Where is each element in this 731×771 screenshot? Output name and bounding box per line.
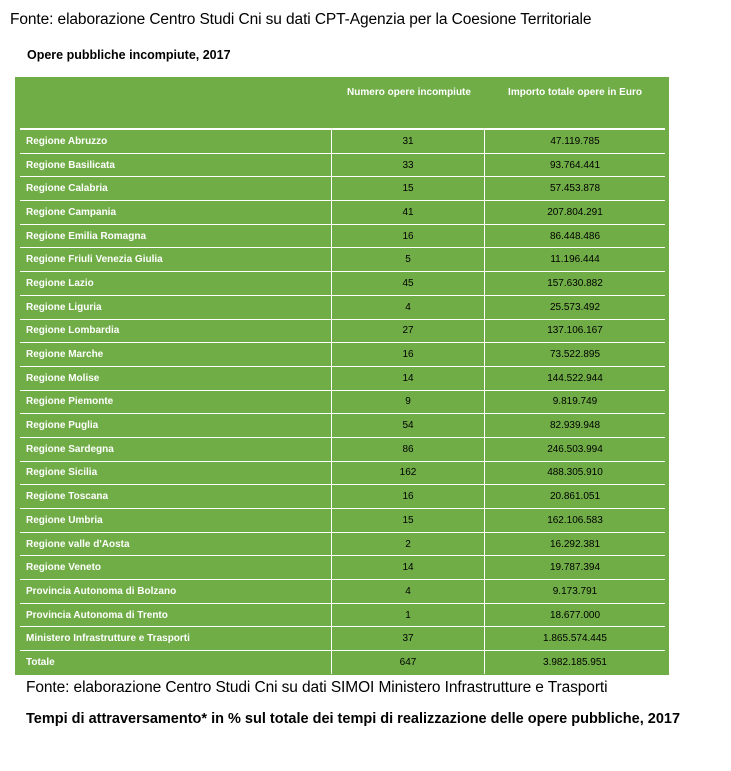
table-row (20, 414, 665, 438)
row-importo: 25.573.492 (549, 301, 601, 313)
row-label: Regione Toscana (20, 485, 332, 508)
row-numero-opere: 2 (332, 533, 485, 556)
table-row (20, 556, 665, 580)
row-importo: 1.865.574.445 (543, 633, 607, 645)
table-row (20, 154, 665, 178)
source-note-bottom: Fonte: elaborazione Centro Studi Cni su dati SIMOI Ministero Infrastrutture e Trasporti (26, 679, 608, 696)
row-label: Regione Liguria (20, 296, 332, 319)
row-importo: 57.453.878 (549, 183, 601, 195)
row-importo: 19.787.394 (549, 562, 601, 574)
row-numero-opere: 14 (332, 367, 485, 390)
row-label: Regione Emilia Romagna (20, 225, 332, 248)
row-label: Regione Sardegna (20, 438, 332, 461)
row-label: Regione valle d'Aosta (20, 533, 332, 556)
row-importo: 73.522.895 (549, 349, 601, 361)
table-row (20, 272, 665, 296)
source-note-top: Fonte: elaborazione Centro Studi Cni su dati CPT-Agenzia per la Coesione Territoriale (10, 11, 592, 28)
row-label: Regione Friuli Venezia Giulia (20, 248, 332, 271)
table-row (20, 225, 665, 249)
table-body (20, 130, 665, 674)
row-label: Totale (20, 651, 332, 674)
table-row (20, 438, 665, 462)
row-numero-opere: 86 (332, 438, 485, 461)
row-numero-opere: 15 (332, 509, 485, 532)
row-importo: 3.982.185.951 (543, 656, 607, 668)
table-row (20, 627, 665, 651)
row-numero-opere: 16 (332, 225, 485, 248)
row-importo: 207.804.291 (547, 206, 603, 218)
table-row (20, 462, 665, 486)
row-importo: 488.305.910 (547, 467, 603, 479)
row-label: Provincia Autonoma di Bolzano (20, 580, 332, 603)
row-numero-opere: 37 (332, 627, 485, 650)
row-label: Regione Sicilia (20, 462, 332, 485)
row-numero-opere: 54 (332, 414, 485, 437)
table-row (20, 580, 665, 604)
table-row (20, 367, 665, 391)
table-row (20, 485, 665, 509)
table-row (20, 201, 665, 225)
row-label: Provincia Autonoma di Trento (20, 604, 332, 627)
table-title: Opere pubbliche incompiute, 2017 (27, 48, 231, 62)
row-importo: 137.106.167 (547, 325, 603, 337)
row-label: Regione Lombardia (20, 320, 332, 343)
row-numero-opere: 45 (332, 272, 485, 295)
row-label: Regione Umbria (20, 509, 332, 532)
row-label: Regione Lazio (20, 272, 332, 295)
table-row (20, 248, 665, 272)
row-importo: 11.196.444 (550, 254, 600, 266)
row-importo: 93.764.441 (549, 159, 601, 171)
row-label: Regione Marche (20, 343, 332, 366)
row-label: Regione Calabria (20, 177, 332, 200)
row-numero-opere: 162 (332, 462, 485, 485)
table-row (20, 509, 665, 533)
row-label: Regione Piemonte (20, 391, 332, 414)
header-numero-opere: Numero opere incompiute (347, 87, 471, 98)
row-label: Regione Abruzzo (20, 130, 332, 153)
table-row (20, 651, 665, 674)
row-importo: 162.106.583 (547, 514, 603, 526)
row-label: Regione Veneto (20, 556, 332, 579)
row-label: Regione Molise (20, 367, 332, 390)
row-numero-opere: 647 (332, 651, 485, 674)
row-importo: 246.503.994 (547, 443, 603, 455)
row-numero-opere: 27 (332, 320, 485, 343)
row-label: Regione Basilicata (20, 154, 332, 177)
table-row (20, 296, 665, 320)
row-importo: 82.939.948 (549, 420, 601, 432)
table-row (20, 130, 665, 154)
row-numero-opere: 16 (332, 343, 485, 366)
row-importo: 16.292.381 (549, 538, 601, 550)
header-importo-totale: Importo totale opere in Euro (508, 87, 642, 98)
row-label: Regione Puglia (20, 414, 332, 437)
row-numero-opere: 31 (332, 130, 485, 153)
table-row (20, 533, 665, 557)
row-numero-opere: 15 (332, 177, 485, 200)
row-importo: 20.861.051 (549, 491, 601, 503)
row-importo: 9.173.791 (552, 585, 598, 597)
table-row (20, 343, 665, 367)
row-importo: 157.630.882 (547, 277, 603, 289)
data-table (15, 77, 669, 675)
row-numero-opere: 33 (332, 154, 485, 177)
table-row (20, 391, 665, 415)
row-importo: 86.448.486 (549, 230, 601, 242)
row-numero-opere: 5 (332, 248, 485, 271)
table-row (20, 177, 665, 201)
row-label: Regione Campania (20, 201, 332, 224)
row-numero-opere: 4 (332, 580, 485, 603)
row-importo: 18.677.000 (549, 609, 601, 621)
row-numero-opere: 16 (332, 485, 485, 508)
row-importo: 47.119.785 (550, 135, 600, 147)
row-numero-opere: 4 (332, 296, 485, 319)
table-row (20, 320, 665, 344)
row-numero-opere: 41 (332, 201, 485, 224)
row-numero-opere: 14 (332, 556, 485, 579)
next-section-title: Tempi di attraversamento* in % sul totale dei tempi di realizzazione delle opere pubbliche, 2017 (26, 711, 681, 727)
table-header (15, 77, 669, 130)
row-importo: 9.819.749 (552, 396, 598, 408)
row-importo: 144.522.944 (547, 372, 603, 384)
table-row (20, 604, 665, 628)
row-label: Ministero Infrastrutture e Trasporti (20, 627, 332, 650)
row-numero-opere: 9 (332, 391, 485, 414)
row-numero-opere: 1 (332, 604, 485, 627)
